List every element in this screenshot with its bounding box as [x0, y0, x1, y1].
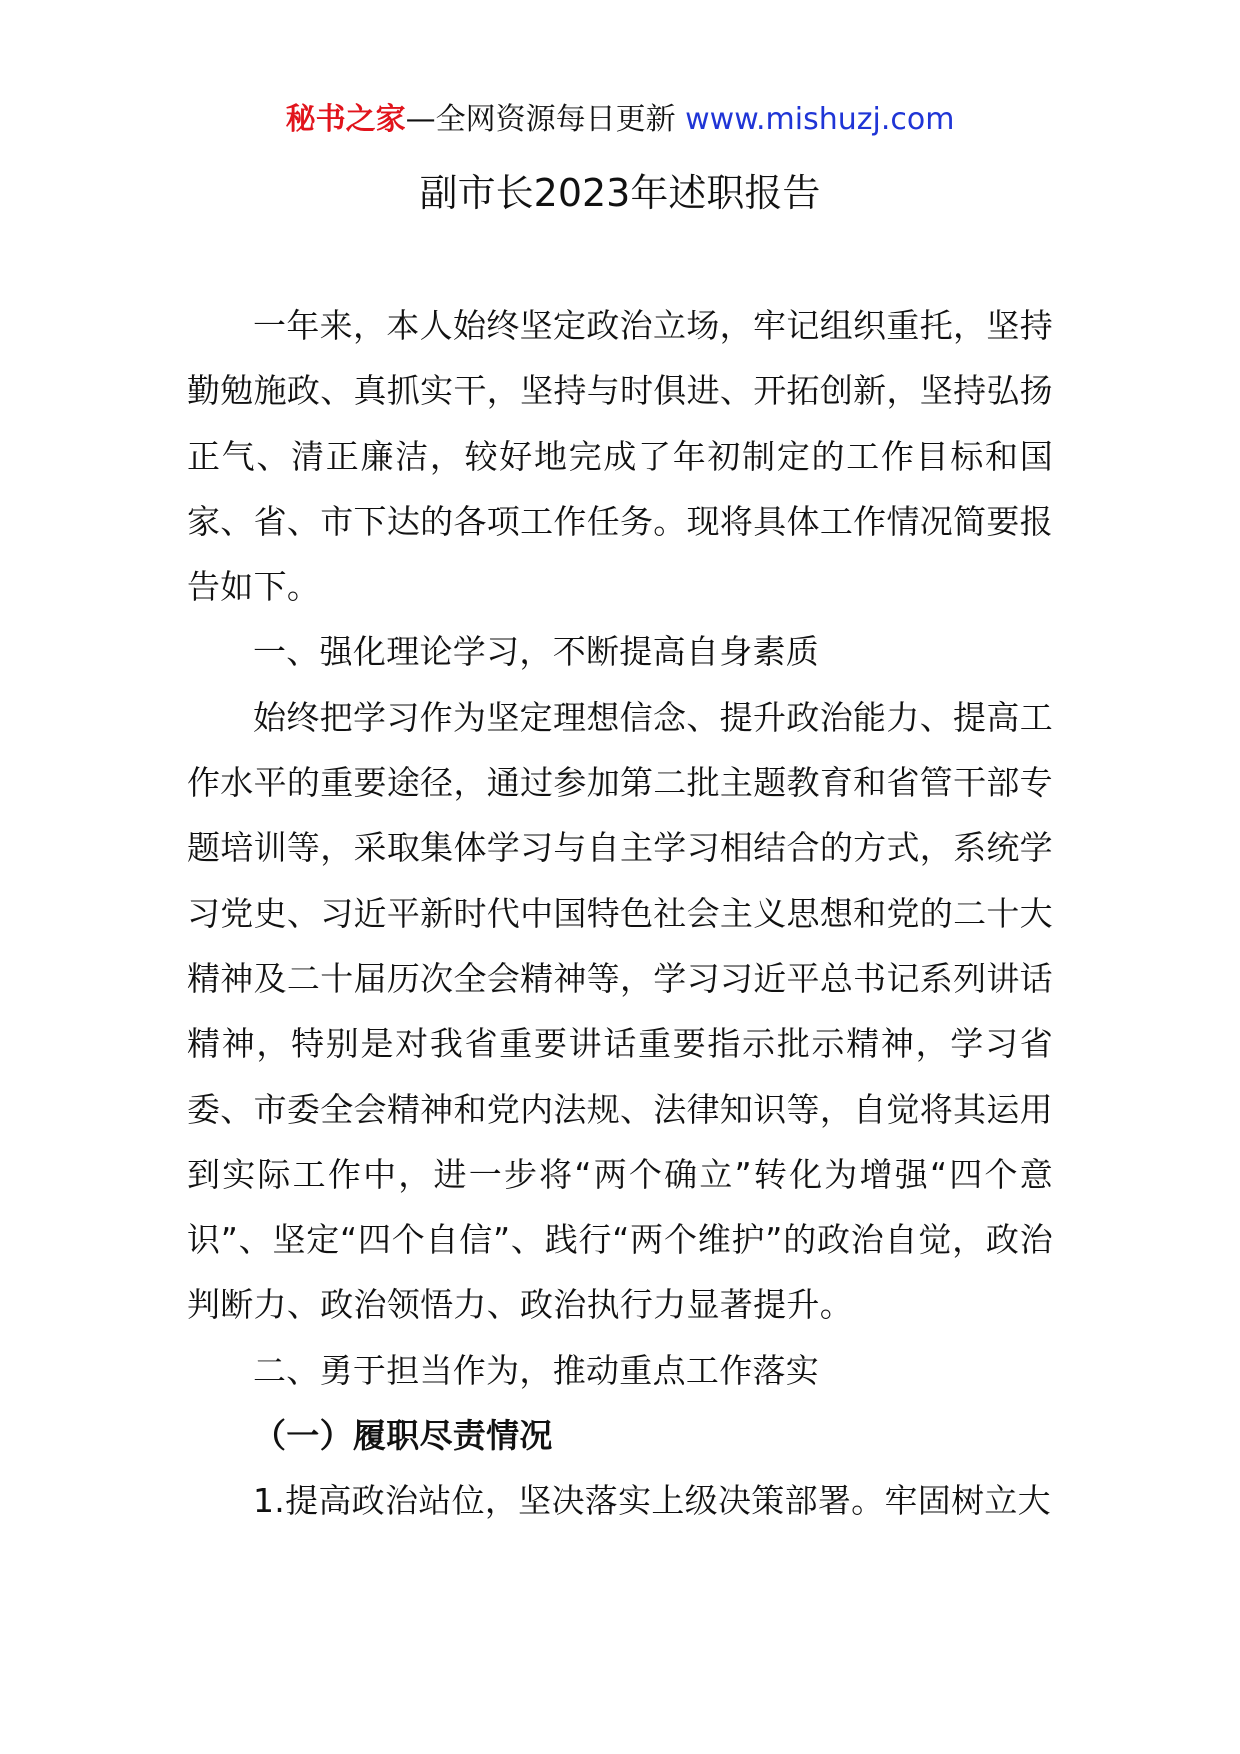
- header-tagline: —全网资源每日更新: [405, 102, 686, 137]
- section-1-paragraph: 始终把学习作为坚定理想信念、提升政治能力、提高工作水平的重要途径，通过参加第二批主题教育和省管干部专题培训等，采取集体学习与自主学习相结合的方式，系统学习党史、习近平新时代中国特色社会主义思想和党的二十大精神及二十届历次全会精神等，学习习近平总书记系列讲话精神，特别是对我省重要讲话重要指示批示精神，学习省委、市委全会精神和党内法规、法律知识等，自觉将其运用到实际工作中，进一步将“两个确立”转化为增强“四个意识”、坚定“四个自信”、践行“两个维护”的政治自觉，政治判断力、政治领悟力、政治执行力显著提升。: [187, 697, 1053, 1325]
- item-1-paragraph: 1.提高政治站位，坚决落实上级决策部署。牢固树立大: [253, 1481, 1051, 1521]
- brand-name: 秘书之家: [285, 102, 406, 137]
- site-header: [0, 98, 1240, 142]
- section-1-heading: 一、强化理论学习，不断提高自身素质: [253, 632, 820, 672]
- section-2-heading: 二、勇于担当作为，推动重点工作落实: [253, 1350, 820, 1390]
- subsection-1-heading: （一）履职尽责情况: [253, 1416, 553, 1456]
- intro-paragraph: 一年来，本人始终坚定政治立场，牢记组织重托，坚持勤勉施政、真抓实干，坚持与时俱进、开拓创新，坚持弘扬正气、清正廉洁，较好地完成了年初制定的工作目标和国家、省、市下达的各项工作任务。现将具体工作情况简要报告如下。: [187, 306, 1053, 607]
- document-title: 副市长2023年述职报告: [419, 171, 821, 215]
- document-body: [187, 293, 1053, 1534]
- site-url-link[interactable]: www.mishuzj.com: [685, 102, 955, 137]
